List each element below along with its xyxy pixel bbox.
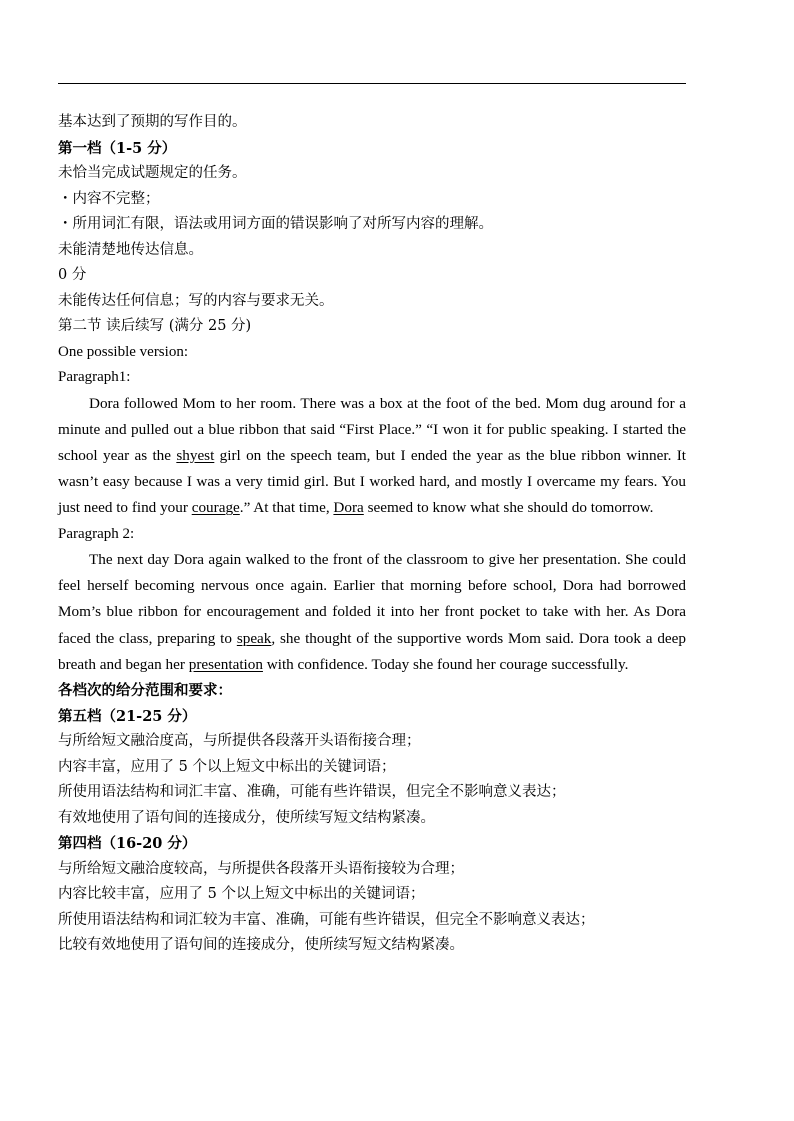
grade-heading: 第五档（21-25 分）: [58, 707, 197, 725]
paragraph-label: Paragraph 2:: [58, 525, 135, 542]
document-body: [58, 110, 686, 959]
keyword-underlined: shyest: [176, 446, 215, 464]
text-line: 与所给短文融洽度高，与所提供各段落开头语衔接合理；: [58, 733, 421, 750]
grade-heading: 第一档（1-5 分）: [58, 139, 177, 157]
paragraph-label: Paragraph1:: [58, 369, 131, 385]
text-line: 有效地使用了语句间的连接成分，使所续写短文结构紧凑。: [58, 809, 435, 826]
bullet-line: ・内容不完整；: [58, 190, 160, 207]
text-line: 内容丰富，应用了 5 个以上短文中标出的关键词语；: [58, 758, 396, 775]
keyword-underlined: speak: [236, 629, 272, 647]
text-line: 所使用语法结构和词汇丰富、准确，可能有些许错误，但完全不影响意义表达；: [58, 784, 566, 801]
text-line: 未能传达任何信息；写的内容与要求无关。: [58, 292, 334, 309]
text-line: 与所给短文融洽度较高，与所提供各段落开头语衔接较为合理；: [58, 860, 464, 877]
text-line: 未恰当完成试题规定的任务。: [58, 165, 247, 181]
keyword-underlined: presentation: [188, 655, 263, 673]
score-line: 0 分: [58, 267, 87, 283]
section-heading: 第二节 读后续写 (满分 25 分): [58, 318, 252, 334]
text-line: 未能清楚地传达信息。: [58, 241, 203, 258]
grade-heading: 第四档（16-20 分）: [58, 835, 197, 853]
header-rule: [58, 83, 686, 84]
paragraph-text: .” At that time,: [239, 499, 334, 517]
text-line: 基本达到了预期的写作目的。: [58, 114, 247, 130]
criteria-heading: 各档次的给分范围和要求：: [58, 682, 232, 700]
text-line: 比较有效地使用了语句间的连接成分，使所续写短文结构紧凑。: [58, 937, 464, 954]
paragraph-text: seemed to know what she should do tomorrow.: [363, 499, 654, 517]
paragraph-text: , she thought of the supportive words Mom said. Dora took a deep breath and began her: [58, 629, 686, 673]
text-line: 所使用语法结构和词汇较为丰富、准确，可能有些许错误，但完全不影响意义表达；: [58, 911, 595, 928]
paragraph-text: The next day Dora again walked to the front of the classroom to give her presentation. She could feel herself becoming nervous once again. Earlier that morning before school, Dora had borrowed Mom’s blue ribbon for encouragement and folded it into her front pocket to take with her. As Dora faced the class, preparing to: [58, 551, 686, 647]
bullet-line: ・所用词汇有限，语法或用词方面的错误影响了对所写内容的理解。: [58, 216, 493, 232]
text-line: 内容比较丰富，应用了 5 个以上短文中标出的关键词语；: [58, 886, 425, 903]
paragraph-1: [58, 391, 686, 522]
paragraph-text: Dora followed Mom to her room. There was a box at the foot of the bed. Mom dug around for a minute and pulled out a blue ribbon that said “First Place.” “I won it for public speaking. I started the school year as the: [58, 394, 686, 464]
keyword-underlined: Dora: [333, 499, 364, 517]
paragraph-text: girl on the speech team, but I ended the year as the blue ribbon winner. It wasn’t easy because I was a very timid girl. But I worked hard, and mostly I overcame my fears. You just need to find your: [58, 446, 686, 517]
paragraph-text: with confidence. Today she found her courage successfully.: [262, 655, 629, 673]
paragraph-2: [58, 547, 686, 678]
keyword-underlined: courage: [191, 499, 240, 517]
version-label: One possible version:: [58, 343, 188, 360]
